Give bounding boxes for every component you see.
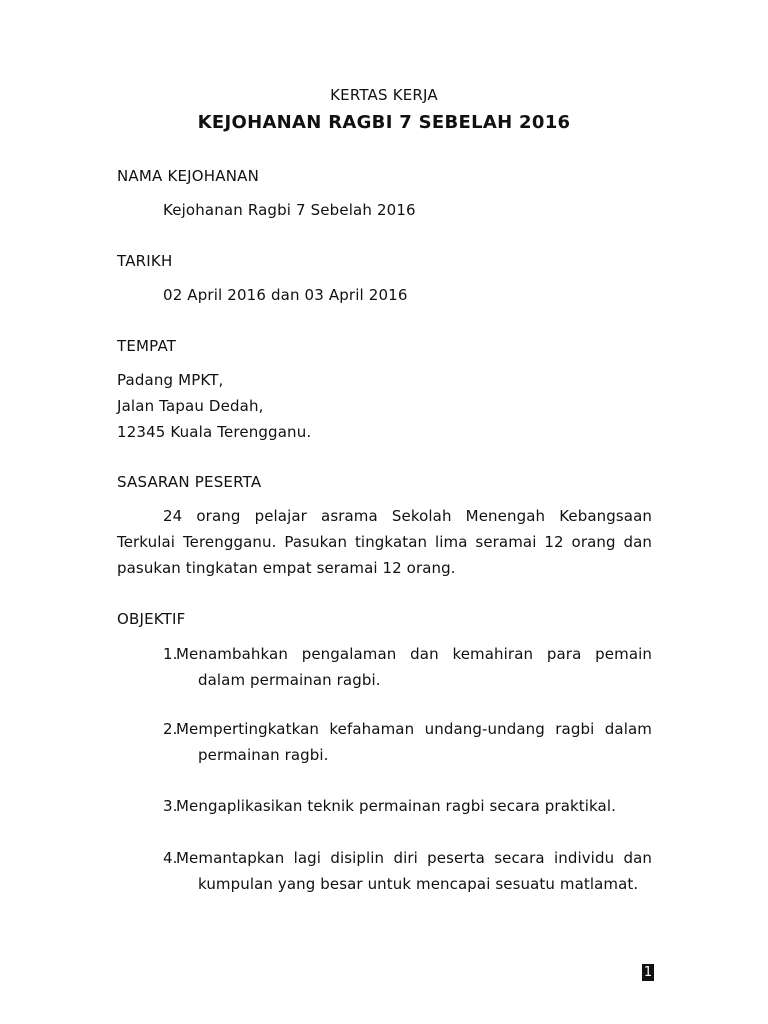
sasaran-paragraph: 24 orang pelajar asrama Sekolah Menengah Kebangsaan Terkulai Terengganu. Pasukan tingkatan lima seramai 12 orang dan pasukan tingkatan empat seramai 12 orang. [117, 507, 652, 577]
page-number: 1 [643, 965, 653, 980]
objective-number: 3. [163, 797, 178, 815]
objective-text: Mempertingkatkan kefahaman undang-undang ragbi dalam permainan ragbi. [176, 720, 652, 764]
section-heading-sasaran: SASARAN PESERTA [117, 473, 262, 491]
objective-item [163, 716, 652, 768]
tempat-line: Padang MPKT, [117, 371, 224, 389]
objective-number: 4. [163, 849, 178, 867]
objective-item [163, 845, 652, 897]
objective-item [163, 793, 652, 819]
objective-number: 2. [163, 720, 178, 738]
objective-text: Memantapkan lagi disiplin diri peserta secara individu dan kumpulan yang besar untuk mencapai sesuatu matlamat. [176, 849, 652, 893]
objective-item [163, 641, 652, 693]
section-heading-nama: NAMA KEJOHANAN [117, 167, 260, 185]
objective-number: 1. [163, 645, 178, 663]
objective-text: Mengaplikasikan teknik permainan ragbi secara praktikal. [176, 797, 616, 815]
objective-text: Menambahkan pengalaman dan kemahiran para pemain dalam permainan ragbi. [176, 645, 652, 689]
tarikh-value: 02 April 2016 dan 03 April 2016 [163, 286, 408, 304]
section-heading-tempat: TEMPAT [117, 337, 177, 355]
document-subtitle: KERTAS KERJA [330, 86, 438, 104]
tempat-line: Jalan Tapau Dedah, [117, 397, 264, 415]
nama-value: Kejohanan Ragbi 7 Sebelah 2016 [163, 201, 416, 219]
section-heading-objektif: OBJEKTIF [117, 610, 186, 628]
section-heading-tarikh: TARIKH [117, 252, 173, 270]
document-title: KEJOHANAN RAGBI 7 SEBELAH 2016 [197, 112, 571, 133]
tempat-line: 12345 Kuala Terengganu. [117, 423, 312, 441]
